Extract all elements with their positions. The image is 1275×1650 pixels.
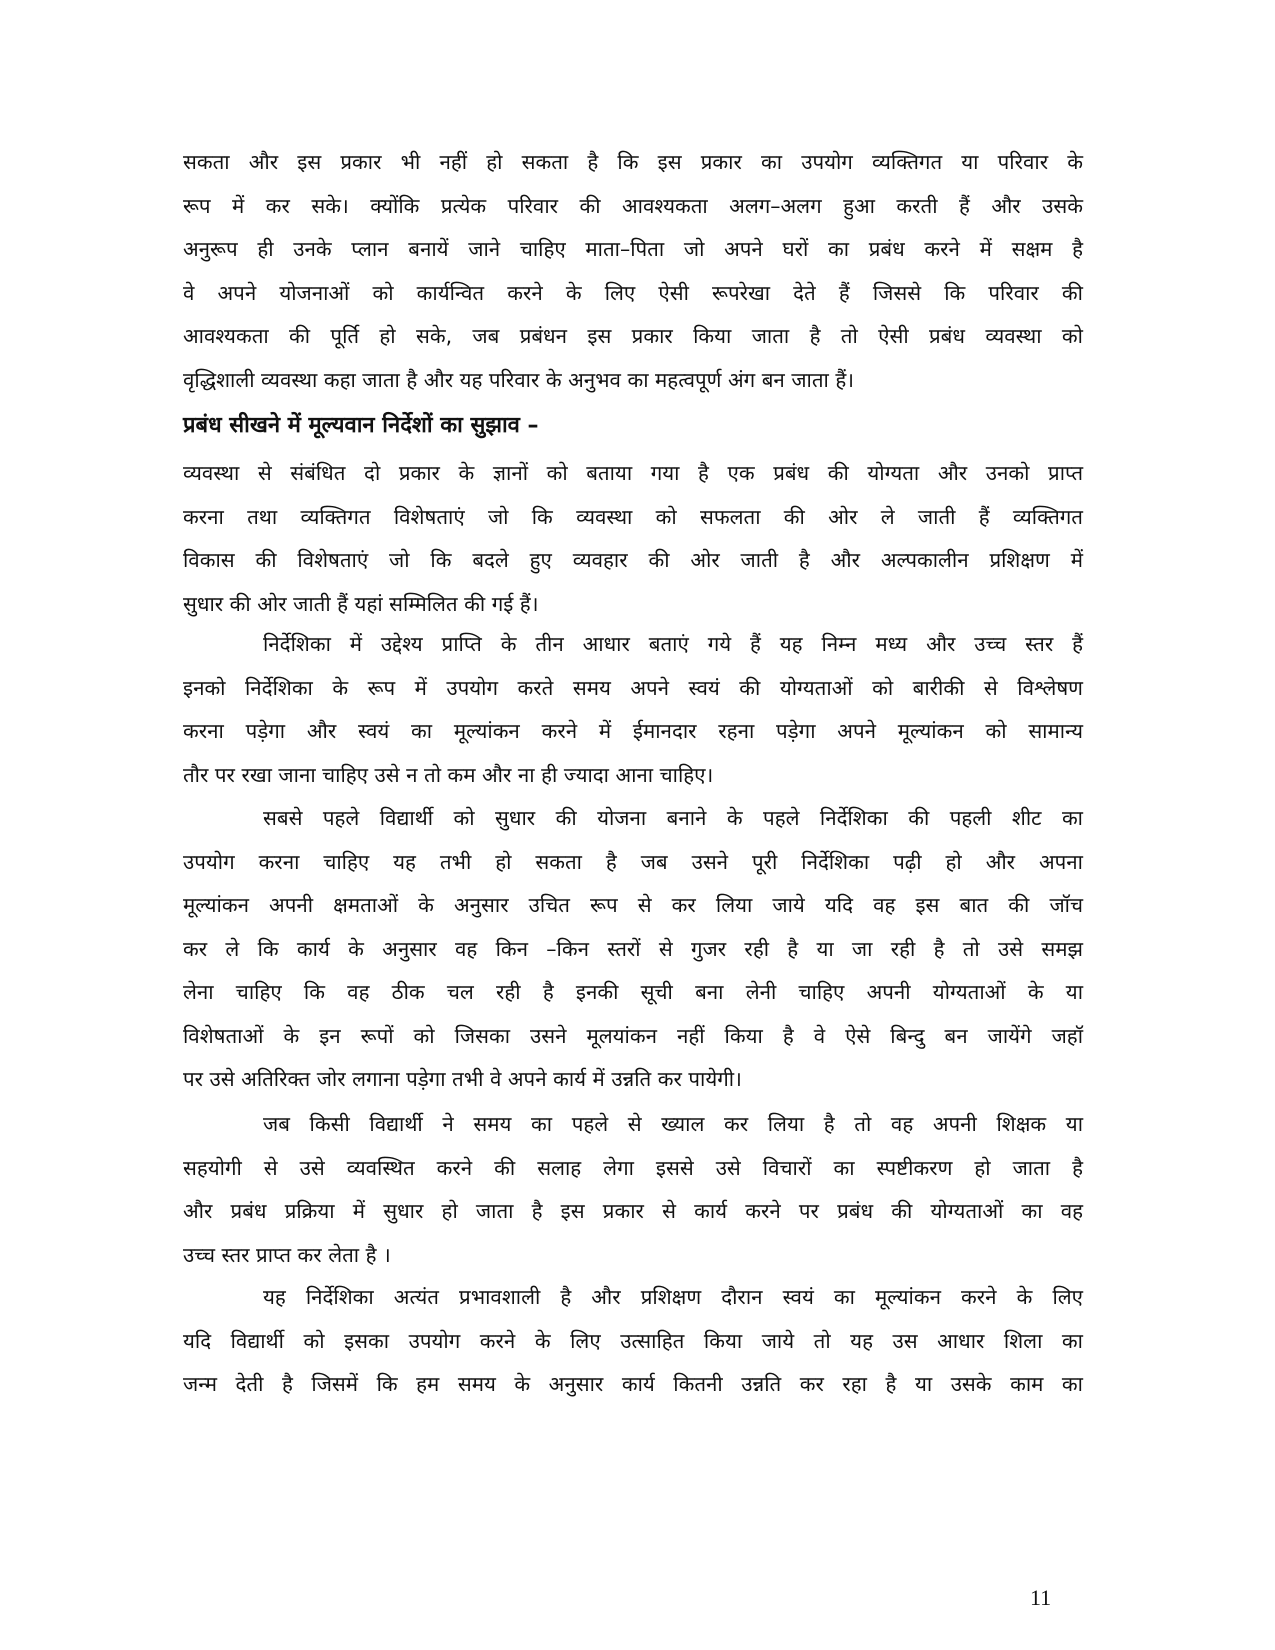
text-line: अनुरूप ही उनके प्लान बनायें जाने चाहिए माता–पिता जो अपने घरों का प्रबंध करने में सक्षम है xyxy=(183,237,1083,261)
text-line: यह निर्देशिका अत्यंत प्रभावशाली है और प्रशिक्षण दौरान स्वयं का मूल्यांकन करने के लिए xyxy=(263,1285,1083,1309)
paragraph-management-knowledge xyxy=(183,452,1083,626)
text-line: विशेषताओं के इन रूपों को जिसका उसने मूलयांकन नहीं किया है वे ऐसे बिन्दु बन जायेंगे जहॉ xyxy=(183,1023,1083,1048)
text-line: करना तथा व्यक्तिगत विशेषताएं जो कि व्यवस्था को सफलता की ओर ले जाती हैं व्यक्तिगत xyxy=(183,504,1083,529)
text-line: सुधार की ओर जाती हैं यहां सम्मिलित की गई हैं। xyxy=(183,591,539,616)
text-line: तौर पर रखा जाना चाहिए उसे न तो कम और ना ही ज्यादा आना चाहिए। xyxy=(183,762,714,787)
text-line: पर उसे अतिरिक्त जोर लगाना पड़ेगा तभी वे अपने कार्य में उन्नति कर पायेगी। xyxy=(183,1067,742,1091)
text-line: रूप में कर सके। क्योंकि प्रत्येक परिवार की आवश्यकता अलग–अलग हुआ करती हैं और उसके xyxy=(183,193,1083,218)
text-line: उपयोग करना चाहिए यह तभी हो सकता है जब उसने पूरी निर्देशिका पढ़ी हो और अपना xyxy=(183,849,1083,874)
text-line: वृद्धिशाली व्यवस्था कहा जाता है और यह परिवार के अनुभव का महत्वपूर्ण अंग बन जाता हैं। xyxy=(183,367,855,392)
text-line: व्यवस्था से संबंधित दो प्रकार के ज्ञानों को बताया गया है एक प्रबंध की योग्यता और उनको प्राप्त xyxy=(183,461,1083,485)
text-line: सकता और इस प्रकार भी नहीं हो सकता है कि इस प्रकार का उपयोग व्यक्तिगत या परिवार के xyxy=(183,150,1083,174)
text-line: निर्देशिका में उद्देश्य प्राप्ति के तीन आधार बताएं गये हैं यह निम्न मध्य और उच्च स्तर हैं xyxy=(263,632,1083,656)
text-line: करना पड़ेगा और स्वयं का मूल्यांकन करने में ईमानदार रहना पड़ेगा अपने मूल्यांकन को सामान्य xyxy=(183,719,1083,743)
paragraph-first-sheet xyxy=(183,797,1083,1102)
paragraph-time-planning xyxy=(183,1103,1083,1277)
text-line: सहयोगी से उसे व्यवस्थित करने की सलाह लेगा इससे उसे विचारों का स्पष्टीकरण हो जाता है xyxy=(183,1155,1083,1180)
paragraph-family-planning xyxy=(183,141,1083,402)
text-line: उच्च स्तर प्राप्त कर लेता है । xyxy=(183,1242,391,1267)
text-line: जन्म देती है जिसमें कि हम समय के अनुसार कार्य कितनी उन्नति कर रहा है या उसके काम का xyxy=(183,1372,1083,1396)
text-line: आवश्यकता की पूर्ति हो सके, जब प्रबंधन इस प्रकार किया जाता है तो ऐसी प्रबंध व्यवस्था को xyxy=(183,324,1083,348)
text-line: वे अपने योजनाओं को कार्यन्वित करने के लिए ऐसी रूपरेखा देते हैं जिससे कि परिवार की xyxy=(183,280,1083,305)
text-line: और प्रबंध प्रक्रिया में सुधार हो जाता है इस प्रकार से कार्य करने पर प्रबंध की योग्यताओं का वह xyxy=(183,1199,1083,1223)
text-line: इनको निर्देशिका के रूप में उपयोग करते समय अपने स्वयं की योग्यताओं को बारीकी से विश्लेषण xyxy=(183,675,1083,700)
section-heading: प्रबंध सीखने में मूल्यवान निर्देशों का सुझाव – xyxy=(183,413,539,438)
text-line: सबसे पहले विद्यार्थी को सुधार की योजना बनाने के पहले निर्देशिका की पहली शीट का xyxy=(263,806,1083,830)
text-line: जब किसी विद्यार्थी ने समय का पहले से ख्याल कर लिया है तो वह अपनी शिक्षक या xyxy=(263,1112,1083,1136)
paragraph-guide-effectiveness xyxy=(183,1276,1083,1407)
text-line: कर ले कि कार्य के अनुसार वह किन –किन स्तरों से गुजर रही है या जा रही है तो उसे समझ xyxy=(183,936,1083,961)
text-line: मूल्यांकन अपनी क्षमताओं के अनुसार उचित रूप से कर लिया जाये यदि वह इस बात की जॉच xyxy=(183,893,1083,917)
page-number: 11 xyxy=(1030,1585,1052,1610)
paragraph-guide-levels xyxy=(183,623,1083,797)
text-line: लेना चाहिए कि वह ठीक चल रही है इनकी सूची बना लेनी चाहिए अपनी योग्यताओं के या xyxy=(183,980,1083,1004)
text-line: यदि विद्यार्थी को इसका उपयोग करने के लिए उत्साहित किया जाये तो यह उस आधार शिला का xyxy=(183,1328,1083,1353)
text-line: विकास की विशेषताएं जो कि बदले हुए व्यवहार की ओर जाती है और अल्पकालीन प्रशिक्षण में xyxy=(183,548,1083,572)
